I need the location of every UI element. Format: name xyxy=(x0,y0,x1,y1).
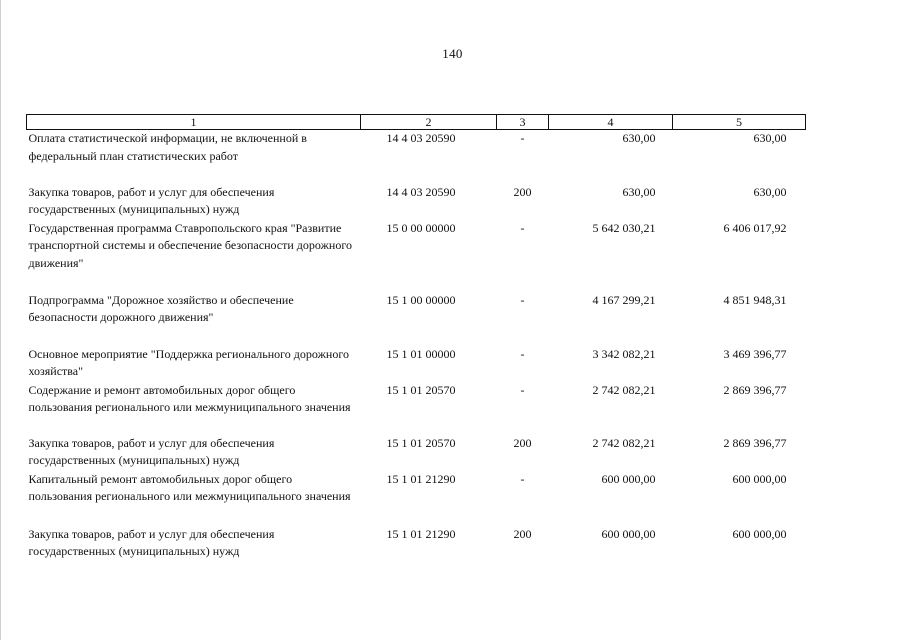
row-code: 14 4 03 20590 xyxy=(386,184,456,199)
row-type: 200 xyxy=(513,184,532,199)
row-name: Закупка товаров, работ и услуг для обеспечения государственных (муниципальных) нужд xyxy=(28,184,275,216)
table-row xyxy=(27,184,806,220)
row-value-4: 2 742 082,21 xyxy=(592,382,656,397)
row-value-5: 6 406 017,92 xyxy=(723,220,787,235)
row-value-5: 630,00 xyxy=(753,131,787,145)
row-code: 15 1 01 21290 xyxy=(386,526,456,541)
row-type: 200 xyxy=(513,526,532,541)
row-name: Закупка товаров, работ и услуг для обеспечения государственных (муниципальных) нужд xyxy=(28,526,275,558)
row-type: - xyxy=(520,471,525,486)
page-number: 140 xyxy=(442,46,463,61)
row-value-5: 600 000,00 xyxy=(732,471,787,486)
row-value-4: 4 167 299,21 xyxy=(592,292,656,307)
row-value-5: 3 469 396,77 xyxy=(723,346,787,361)
row-type: - xyxy=(520,220,525,235)
table-row xyxy=(27,526,806,562)
row-name: Содержание и ремонт автомобильных дорог общего пользования регионального или межмуниципального значения xyxy=(28,382,351,414)
header-col-2: 2 xyxy=(361,115,497,130)
row-code: 15 1 01 00000 xyxy=(386,346,456,361)
row-code: 15 1 01 20570 xyxy=(386,382,456,397)
row-code: 15 1 01 21290 xyxy=(386,471,456,486)
row-code: 15 1 00 00000 xyxy=(386,292,456,307)
row-code: 15 0 00 00000 xyxy=(386,220,456,235)
header-col-3: 3 xyxy=(497,115,549,130)
row-name: Закупка товаров, работ и услуг для обеспечения государственных (муниципальных) нужд xyxy=(28,435,275,467)
row-value-4: 600 000,00 xyxy=(601,526,656,541)
row-type: - xyxy=(520,346,525,361)
row-value-5: 4 851 948,31 xyxy=(723,292,787,307)
table-body xyxy=(27,130,806,562)
table-row xyxy=(27,471,806,526)
row-value-4: 600 000,00 xyxy=(601,471,656,486)
scan-edge-line xyxy=(0,0,1,640)
table-row xyxy=(27,220,806,292)
row-value-4: 630,00 xyxy=(622,184,656,199)
table-row xyxy=(27,346,806,382)
table-header xyxy=(27,115,806,130)
row-value-5: 600 000,00 xyxy=(732,526,787,541)
row-value-4: 630,00 xyxy=(622,131,656,145)
row-value-5: 2 869 396,77 xyxy=(723,435,787,450)
row-code: 14 4 03 20590 xyxy=(386,131,456,145)
row-type: - xyxy=(520,131,525,145)
table-row xyxy=(27,130,806,184)
header-col-1: 1 xyxy=(27,115,361,130)
row-value-4: 5 642 030,21 xyxy=(592,220,656,235)
row-value-4: 2 742 082,21 xyxy=(592,435,656,450)
row-name: Капитальный ремонт автомобильных дорог общего пользования регионального или межмуниципального значения xyxy=(28,471,351,503)
row-type: - xyxy=(520,382,525,397)
budget-table xyxy=(26,114,806,562)
row-type: - xyxy=(520,292,525,307)
row-code: 15 1 01 20570 xyxy=(386,435,456,450)
row-name: Оплата статистической информации, не включенной в федеральный план статистических работ xyxy=(28,131,307,163)
row-value-5: 630,00 xyxy=(753,184,787,199)
table-row xyxy=(27,292,806,346)
row-name: Государственная программа Ставропольского края "Развитие транспортной системы и обеспечение безопасности дорожного движения" xyxy=(28,220,352,270)
row-value-5: 2 869 396,77 xyxy=(723,382,787,397)
header-col-4: 4 xyxy=(549,115,673,130)
header-row xyxy=(27,115,806,130)
row-value-4: 3 342 082,21 xyxy=(592,346,656,361)
row-name: Подпрограмма "Дорожное хозяйство и обеспечение безопасности дорожного движения" xyxy=(28,292,294,324)
row-type: 200 xyxy=(513,435,532,450)
table-row xyxy=(27,382,806,435)
header-col-5: 5 xyxy=(673,115,806,130)
row-name: Основное мероприятие "Поддержка регионального дорожного хозяйства" xyxy=(28,346,349,378)
table-row xyxy=(27,435,806,471)
